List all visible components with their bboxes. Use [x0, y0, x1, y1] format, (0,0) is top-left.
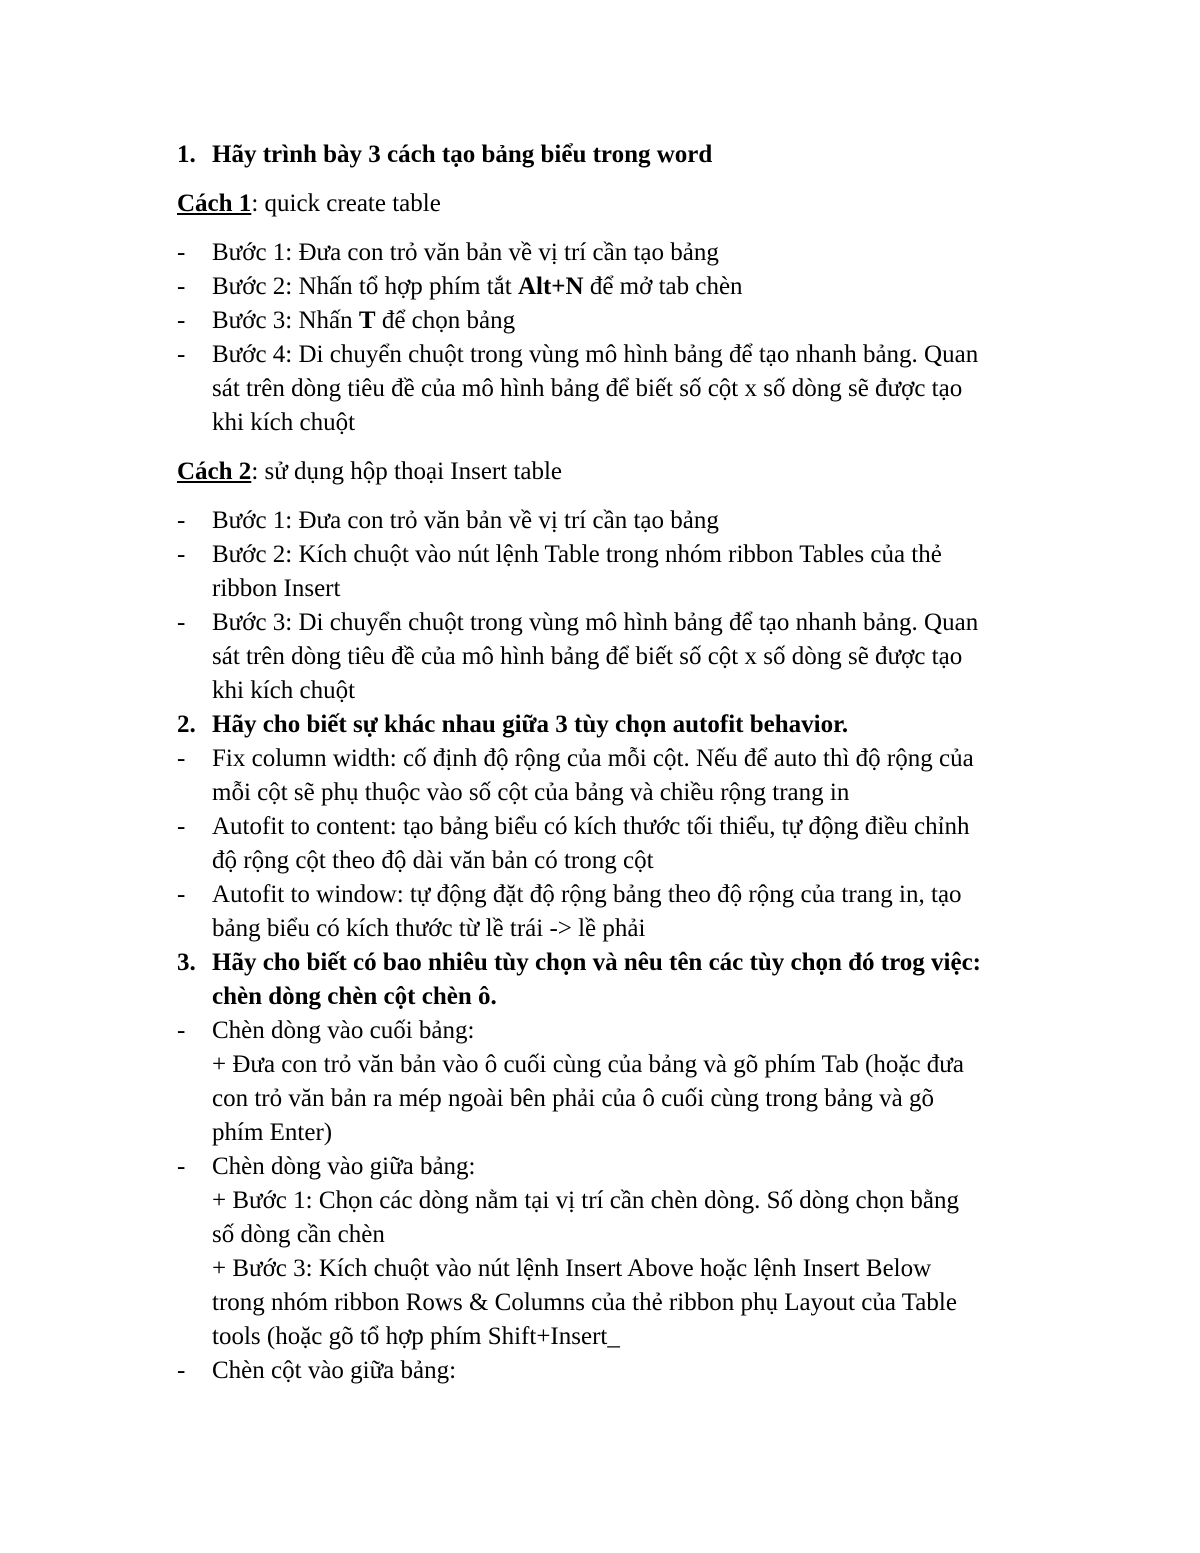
step-text: Bước 2: Nhấn tổ hợp phím tắt: [212, 273, 518, 300]
list-line: Fix column width: cố định độ rộng của mỗi cột. Nếu để auto thì độ rộng của: [212, 745, 974, 772]
question-2-heading: [177, 708, 1077, 742]
list-line: trong nhóm ribbon Rows & Columns của thẻ ribbon phụ Layout của Table: [212, 1289, 957, 1316]
list-line: [212, 270, 1077, 304]
list-line: khi kích chuột: [212, 677, 356, 704]
step-text: Bước 3: Nhấn: [212, 307, 359, 334]
list-line: + Bước 1: Chọn các dòng nằm tại vị trí cần chèn dòng. Số dòng chọn bằng: [212, 1187, 959, 1214]
list-item: [177, 304, 1077, 338]
dash-marker: -: [177, 507, 186, 534]
list-line: Chèn dòng vào giữa bảng:: [212, 1153, 476, 1180]
list-line: phím Enter): [212, 1119, 333, 1146]
method-description: : quick create table: [251, 190, 441, 217]
list-item: [177, 338, 1077, 440]
method-label: Cách 2: [177, 458, 252, 485]
list-line: sát trên dòng tiêu đề của mô hình bảng để biết số cột x số dòng sẽ được tạo: [212, 643, 963, 670]
dash-marker: -: [177, 273, 186, 300]
question-number: 2.: [177, 711, 196, 738]
method-1-heading: [177, 187, 1077, 221]
method-description: : sử dụng hộp thoại Insert table: [251, 458, 563, 485]
dash-marker: -: [177, 813, 186, 840]
method-label: Cách 1: [177, 190, 252, 217]
list-item: [177, 270, 1077, 304]
list-line: Bước 1: Đưa con trỏ văn bản về vị trí cần tạo bảng: [212, 239, 719, 266]
list-item: [177, 504, 1077, 538]
question-3-heading: [177, 946, 1077, 1014]
dash-marker: -: [177, 745, 186, 772]
list-item: [177, 1150, 1077, 1354]
list-line: Chèn cột vào giữa bảng:: [212, 1357, 457, 1384]
question-title: Hãy trình bày 3 cách tạo bảng biểu trong word: [212, 141, 713, 168]
list-item: [177, 1354, 1077, 1388]
list-line: Chèn dòng vào cuối bảng:: [212, 1017, 475, 1044]
list-item: [177, 878, 1077, 946]
document-body: [177, 138, 1077, 1388]
list-line: bảng biểu có kích thước từ lề trái -> lề phải: [212, 915, 646, 942]
question-title: Hãy cho biết sự khác nhau giữa 3 tùy chọn autofit behavior.: [212, 711, 849, 738]
list-line: [212, 304, 1077, 338]
shortcut-key: T: [358, 307, 376, 334]
list-line: con trỏ văn bản ra mép ngoài bên phải của ô cuối cùng trong bảng và gõ: [212, 1085, 934, 1112]
list-item: [177, 538, 1077, 606]
step-text: để mở tab chèn: [583, 273, 743, 300]
list-line: + Bước 3: Kích chuột vào nút lệnh Insert Above hoặc lệnh Insert Below: [212, 1255, 932, 1282]
question-number: 1.: [177, 141, 196, 168]
dash-marker: -: [177, 1017, 186, 1044]
dash-marker: -: [177, 341, 186, 368]
list-line: Bước 2: Kích chuột vào nút lệnh Table trong nhóm ribbon Tables của thẻ: [212, 541, 942, 568]
dash-marker: -: [177, 1357, 186, 1384]
dash-marker: -: [177, 609, 186, 636]
dash-marker: -: [177, 881, 186, 908]
list-line: Bước 1: Đưa con trỏ văn bản về vị trí cần tạo bảng: [212, 507, 719, 534]
shortcut-key: Alt+N: [517, 273, 584, 300]
list-line: Autofit to content: tạo bảng biểu có kích thước tối thiểu, tự động điều chỉnh: [212, 813, 970, 840]
question-number: 3.: [177, 949, 196, 976]
question-title-line: Hãy cho biết có bao nhiêu tùy chọn và nêu tên các tùy chọn đó trog việc:: [212, 949, 981, 976]
list-line: số dòng cần chèn: [212, 1221, 385, 1248]
dash-marker: -: [177, 541, 186, 568]
question-1-heading: [177, 138, 1077, 172]
step-text: để chọn bảng: [375, 307, 516, 334]
list-line: ribbon Insert: [212, 575, 341, 602]
list-item: [177, 236, 1077, 270]
list-line: khi kích chuột: [212, 409, 356, 436]
list-line: Bước 3: Di chuyển chuột trong vùng mô hình bảng để tạo nhanh bảng. Quan: [212, 609, 979, 636]
method-2-heading: [177, 455, 1077, 489]
list-line: + Đưa con trỏ văn bản vào ô cuối cùng của bảng và gõ phím Tab (hoặc đưa: [212, 1051, 964, 1078]
question-title-line: chèn dòng chèn cột chèn ô.: [212, 983, 497, 1010]
dash-marker: -: [177, 1153, 186, 1180]
list-line: Bước 4: Di chuyển chuột trong vùng mô hình bảng để tạo nhanh bảng. Quan: [212, 341, 979, 368]
list-item: [177, 810, 1077, 878]
list-line: tools (hoặc gõ tổ hợp phím Shift+Insert_: [212, 1323, 620, 1350]
dash-marker: -: [177, 307, 186, 334]
list-line: Autofit to window: tự động đặt độ rộng bảng theo độ rộng của trang in, tạo: [212, 881, 962, 908]
list-line: độ rộng cột theo độ dài văn bản có trong cột: [212, 847, 654, 874]
list-item: [177, 742, 1077, 810]
list-item: [177, 606, 1077, 708]
list-line: sát trên dòng tiêu đề của mô hình bảng để biết số cột x số dòng sẽ được tạo: [212, 375, 963, 402]
dash-marker: -: [177, 239, 186, 266]
list-item: [177, 1014, 1077, 1150]
list-line: mỗi cột sẽ phụ thuộc vào số cột của bảng và chiều rộng trang in: [212, 779, 850, 806]
